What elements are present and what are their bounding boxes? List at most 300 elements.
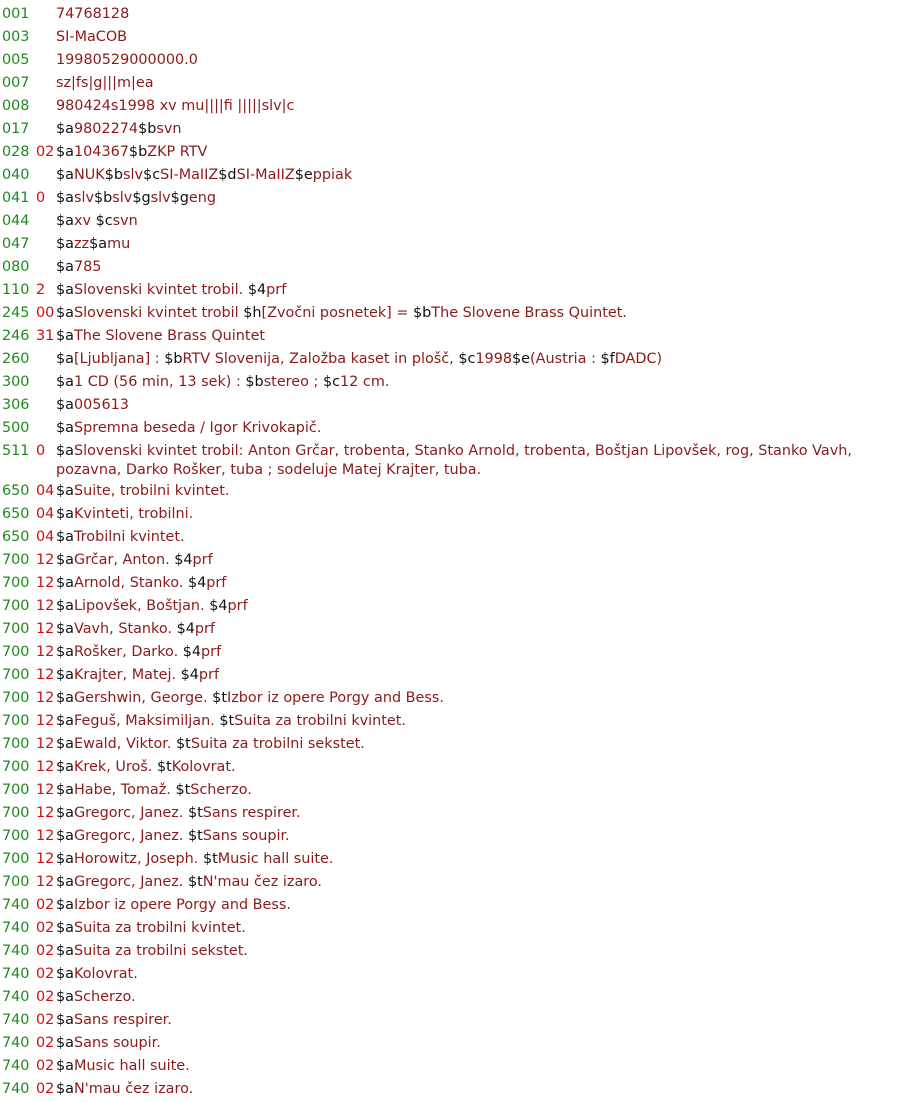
subfield-code: $b xyxy=(245,374,264,390)
field-indicators: 02 xyxy=(36,1058,55,1074)
field-content xyxy=(56,95,900,118)
subfield-value: prf xyxy=(206,575,227,591)
field-indicators xyxy=(36,95,56,118)
subfield-code: $a xyxy=(56,483,74,499)
subfield-code: $t xyxy=(187,805,203,821)
field-content xyxy=(56,940,900,963)
subfield-code: $c xyxy=(143,167,161,183)
field-content xyxy=(56,118,900,141)
subfield-value: Suita za trobilni sekstet. xyxy=(190,736,365,752)
field-content xyxy=(56,302,900,325)
field-tag: 246 xyxy=(2,328,30,344)
subfield-value: 19980529000000.0 xyxy=(56,52,198,68)
field-tag: 700 xyxy=(2,851,30,867)
subfield-code: $t xyxy=(187,828,203,844)
subfield-value: Slovenski kvintet trobil xyxy=(73,305,244,321)
subfield-value: Sans respirer. xyxy=(202,805,301,821)
subfield-value: prf xyxy=(192,552,213,568)
marc-field-row xyxy=(0,118,900,141)
field-content xyxy=(56,848,900,871)
field-indicators: 02 xyxy=(36,920,55,936)
field-content xyxy=(56,3,900,26)
field-content xyxy=(56,417,900,440)
subfield-code: $a xyxy=(56,397,74,413)
field-indicators: 12 xyxy=(36,552,55,568)
marc-field-row xyxy=(0,394,900,417)
subfield-code: $t xyxy=(175,782,191,798)
subfield-code: $b xyxy=(138,121,157,137)
field-content xyxy=(56,325,900,348)
marc-field-row xyxy=(0,164,900,187)
field-indicators xyxy=(36,210,56,233)
subfield-code: $c xyxy=(322,374,341,390)
marc-field-row xyxy=(0,503,900,526)
subfield-value: Gregorc, Janez. xyxy=(73,805,188,821)
field-content xyxy=(56,526,900,549)
subfield-value: 9802274 xyxy=(73,121,139,137)
subfield-value: 104367 xyxy=(73,144,129,160)
field-tag: 511 xyxy=(2,443,30,459)
subfield-value: slv xyxy=(123,167,144,183)
field-indicators: 02 xyxy=(36,989,55,1005)
subfield-value: slv xyxy=(112,190,133,206)
subfield-value: DADC) xyxy=(614,351,663,367)
subfield-code: $a xyxy=(56,897,74,913)
subfield-code: $d xyxy=(218,167,237,183)
field-tag: 700 xyxy=(2,667,30,683)
subfield-value: [Zvočni posnetek] = xyxy=(261,305,413,321)
field-content xyxy=(56,779,900,802)
subfield-value: Izbor iz opere Porgy and Bess. xyxy=(226,690,444,706)
subfield-value: SI-MaIIZ xyxy=(236,167,295,183)
field-indicators: 0 xyxy=(36,190,46,206)
marc-field-row xyxy=(0,233,900,256)
field-content xyxy=(56,164,900,187)
field-tag: 650 xyxy=(2,529,30,545)
field-indicators: 12 xyxy=(36,851,55,867)
subfield-code: $a xyxy=(56,259,74,275)
subfield-code: $t xyxy=(219,713,235,729)
subfield-code: $a xyxy=(56,236,74,252)
marc-field-row xyxy=(0,595,900,618)
field-content xyxy=(56,871,900,894)
subfield-value: Kolovrat. xyxy=(73,966,138,982)
field-tag: 300 xyxy=(2,374,30,390)
field-tag: 047 xyxy=(2,236,30,252)
field-tag: 700 xyxy=(2,736,30,752)
subfield-value: mu xyxy=(107,236,131,252)
field-tag: 700 xyxy=(2,552,30,568)
field-indicators xyxy=(36,233,56,256)
field-content xyxy=(56,894,900,917)
field-content xyxy=(56,279,900,302)
field-indicators: 02 xyxy=(36,1081,55,1097)
subfield-code: $a xyxy=(56,213,74,229)
field-content xyxy=(56,572,900,595)
subfield-code: $a xyxy=(56,305,74,321)
field-tag: 028 xyxy=(2,144,30,160)
subfield-value: SI-MaIIZ xyxy=(160,167,219,183)
subfield-code: $a xyxy=(56,506,74,522)
subfield-value: N'mau čez izaro. xyxy=(73,1081,194,1097)
subfield-value: Habe, Tomaž. xyxy=(73,782,176,798)
subfield-value: Krajter, Matej. xyxy=(73,667,181,683)
subfield-code: $t xyxy=(176,736,191,752)
subfield-code: $a xyxy=(56,759,74,775)
field-tag: 740 xyxy=(2,1012,30,1028)
subfield-value: Gregorc, Janez. xyxy=(73,874,188,890)
subfield-value: 980424s1998 xv mu||||fi |||||slv|c xyxy=(56,98,295,114)
marc-field-row xyxy=(0,440,900,480)
field-content xyxy=(56,210,900,233)
field-content xyxy=(56,49,900,72)
field-indicators: 02 xyxy=(36,1035,55,1051)
subfield-value: Gregorc, Janez. xyxy=(73,828,188,844)
field-tag: 700 xyxy=(2,690,30,706)
subfield-value: Slovenski kvintet trobil. xyxy=(73,282,248,298)
field-tag: 700 xyxy=(2,598,30,614)
marc-field-row xyxy=(0,256,900,279)
marc-field-row xyxy=(0,664,900,687)
field-tag: 700 xyxy=(2,713,30,729)
field-tag: 008 xyxy=(2,98,30,114)
field-indicators xyxy=(36,72,56,95)
marc-field-row xyxy=(0,348,900,371)
field-content xyxy=(56,1055,900,1078)
subfield-code: $4 xyxy=(176,621,195,637)
subfield-value: 785 xyxy=(73,259,102,275)
subfield-code: $b xyxy=(164,351,183,367)
subfield-value: sz|fs|g|||m|ea xyxy=(56,75,154,91)
field-content xyxy=(56,256,900,279)
subfield-value: Suita za trobilni kvintet. xyxy=(73,920,246,936)
subfield-value: Scherzo. xyxy=(190,782,252,798)
subfield-code: $t xyxy=(187,874,203,890)
subfield-code: $a xyxy=(56,989,74,1005)
field-content xyxy=(56,687,900,710)
field-tag: 041 xyxy=(2,190,30,206)
subfield-value: zz xyxy=(73,236,90,252)
subfield-code: $t xyxy=(202,851,218,867)
marc-field-row xyxy=(0,940,900,963)
field-indicators: 31 xyxy=(36,328,55,344)
field-tag: 700 xyxy=(2,575,30,591)
subfield-value: Lipovšek, Boštjan. xyxy=(73,598,210,614)
field-indicators: 02 xyxy=(36,943,55,959)
subfield-value: The Slovene Brass Quintet. xyxy=(431,305,627,321)
field-tag: 650 xyxy=(2,506,30,522)
subfield-value: prf xyxy=(227,598,248,614)
field-content xyxy=(56,348,900,371)
subfield-value: Vavh, Stanko. xyxy=(73,621,177,637)
subfield-value: Sans respirer. xyxy=(73,1012,172,1028)
field-content xyxy=(56,641,900,664)
marc-field-row xyxy=(0,95,900,118)
marc-field-row xyxy=(0,963,900,986)
field-content xyxy=(56,1032,900,1055)
marc-field-row xyxy=(0,141,900,164)
subfield-value: Kolovrat. xyxy=(171,759,236,775)
subfield-code: $t xyxy=(212,690,227,706)
marc-field-row xyxy=(0,917,900,940)
subfield-code: $a xyxy=(56,328,74,344)
subfield-value: Krek, Uroš. xyxy=(73,759,157,775)
subfield-value: NUK xyxy=(73,167,105,183)
marc-field-row xyxy=(0,526,900,549)
marc-field-row xyxy=(0,779,900,802)
field-tag: 700 xyxy=(2,621,30,637)
field-tag: 007 xyxy=(2,75,30,91)
field-tag: 040 xyxy=(2,167,30,183)
subfield-value: Trobilni kvintet. xyxy=(73,529,185,545)
subfield-value: prf xyxy=(201,644,222,660)
field-tag: 001 xyxy=(2,6,30,22)
subfield-code: $a xyxy=(56,443,74,459)
field-indicators: 12 xyxy=(36,598,55,614)
subfield-code: $4 xyxy=(182,644,202,660)
subfield-code: $e xyxy=(294,167,313,183)
subfield-value: slv xyxy=(73,190,94,206)
subfield-code: $a xyxy=(56,966,74,982)
subfield-code: $a xyxy=(56,167,74,183)
field-content xyxy=(56,26,900,49)
subfield-code: $a xyxy=(56,598,74,614)
subfield-code: $f xyxy=(600,351,615,367)
field-tag: 080 xyxy=(2,259,30,275)
field-tag: 740 xyxy=(2,897,30,913)
field-content xyxy=(56,371,900,394)
marc-field-row xyxy=(0,325,900,348)
subfield-value: [Ljubljana] : xyxy=(73,351,165,367)
subfield-value: RTV Slovenija, Založba kaset in plošč, xyxy=(182,351,459,367)
field-content xyxy=(56,440,900,480)
subfield-value: stereo ; xyxy=(263,374,323,390)
subfield-code: $a xyxy=(56,621,74,637)
subfield-code: $a xyxy=(56,374,74,390)
field-content xyxy=(56,72,900,95)
field-indicators xyxy=(36,118,56,141)
subfield-value: prf xyxy=(194,621,215,637)
field-indicators xyxy=(36,417,56,440)
subfield-code: $a xyxy=(56,782,74,798)
field-content xyxy=(56,187,900,210)
subfield-value: Feguš, Maksimiljan. xyxy=(73,713,220,729)
field-tag: 005 xyxy=(2,52,30,68)
subfield-value: ppiak xyxy=(312,167,353,183)
marc-field-row xyxy=(0,1032,900,1055)
field-content xyxy=(56,756,900,779)
marc-field-row xyxy=(0,1009,900,1032)
field-tag: 700 xyxy=(2,828,30,844)
subfield-code: $a xyxy=(56,282,74,298)
subfield-code: $4 xyxy=(209,598,228,614)
subfield-code: $4 xyxy=(174,552,193,568)
marc-field-row xyxy=(0,825,900,848)
marc-field-row xyxy=(0,986,900,1009)
subfield-value: The Slovene Brass Quintet xyxy=(73,328,266,344)
field-indicators: 12 xyxy=(36,575,55,591)
subfield-code: $a xyxy=(56,943,74,959)
subfield-code: $a xyxy=(56,552,74,568)
field-content xyxy=(56,1009,900,1032)
field-tag: 740 xyxy=(2,989,30,1005)
subfield-code: $a xyxy=(56,575,74,591)
field-tag: 700 xyxy=(2,805,30,821)
field-tag: 740 xyxy=(2,920,30,936)
field-indicators: 02 xyxy=(36,897,55,913)
marc-field-row xyxy=(0,26,900,49)
subfield-value: Rošker, Darko. xyxy=(73,644,183,660)
field-content xyxy=(56,825,900,848)
subfield-code: $a xyxy=(56,144,74,160)
field-tag: 306 xyxy=(2,397,30,413)
subfield-code: $a xyxy=(56,1081,74,1097)
field-indicators: 04 xyxy=(36,529,55,545)
subfield-value: Suita za trobilni sekstet. xyxy=(73,943,248,959)
field-content xyxy=(56,986,900,1009)
field-indicators: 0 xyxy=(36,443,46,459)
subfield-code: $4 xyxy=(247,282,267,298)
field-tag: 017 xyxy=(2,121,30,137)
field-tag: 740 xyxy=(2,1035,30,1051)
field-indicators: 12 xyxy=(36,759,55,775)
field-tag: 110 xyxy=(2,282,30,298)
subfield-code: $c xyxy=(95,213,113,229)
field-indicators xyxy=(36,394,56,417)
subfield-value: SI-MaCOB xyxy=(56,29,128,45)
field-indicators: 04 xyxy=(36,483,55,499)
field-content xyxy=(56,480,900,503)
subfield-value: Kvinteti, trobilni. xyxy=(73,506,194,522)
field-indicators: 12 xyxy=(36,828,55,844)
subfield-value: (Austria : xyxy=(530,351,601,367)
subfield-code: $c xyxy=(458,351,476,367)
field-indicators xyxy=(36,49,56,72)
subfield-value: Suite, trobilni kvintet. xyxy=(73,483,230,499)
marc-field-row xyxy=(0,549,900,572)
subfield-code: $a xyxy=(56,420,74,436)
field-tag: 700 xyxy=(2,782,30,798)
subfield-code: $a xyxy=(56,713,74,729)
subfield-code: $a xyxy=(56,121,74,137)
field-indicators: 12 xyxy=(36,805,55,821)
subfield-code: $e xyxy=(512,351,531,367)
subfield-value: Ewald, Viktor. xyxy=(73,736,176,752)
field-indicators: 12 xyxy=(36,736,55,752)
field-indicators: 12 xyxy=(36,690,55,706)
subfield-value: 005613 xyxy=(73,397,129,413)
field-indicators xyxy=(36,256,56,279)
subfield-value: Grčar, Anton. xyxy=(73,552,175,568)
subfield-code: $a xyxy=(56,920,74,936)
field-tag: 740 xyxy=(2,1081,30,1097)
subfield-value: prf xyxy=(266,282,287,298)
field-content xyxy=(56,733,900,756)
subfield-code: $a xyxy=(56,874,74,890)
field-content xyxy=(56,595,900,618)
subfield-code: $a xyxy=(56,1012,74,1028)
subfield-value: eng xyxy=(188,190,217,206)
marc-field-row xyxy=(0,1055,900,1078)
subfield-value: Music hall suite. xyxy=(217,851,334,867)
marc-field-row xyxy=(0,49,900,72)
subfield-code: $4 xyxy=(187,575,207,591)
subfield-code: $t xyxy=(156,759,172,775)
subfield-value: Music hall suite. xyxy=(73,1058,190,1074)
marc-field-row xyxy=(0,72,900,95)
marc-field-row xyxy=(0,733,900,756)
subfield-code: $b xyxy=(94,190,113,206)
subfield-value: Spremna beseda / Igor Krivokapič. xyxy=(73,420,322,436)
subfield-code: $a xyxy=(56,529,74,545)
subfield-code: $a xyxy=(89,236,108,252)
subfield-code: $a xyxy=(56,667,74,683)
field-content xyxy=(56,141,900,164)
marc-field-row xyxy=(0,641,900,664)
marc-field-row xyxy=(0,848,900,871)
marc-field-row xyxy=(0,210,900,233)
field-indicators: 12 xyxy=(36,644,55,660)
field-content xyxy=(56,394,900,417)
subfield-code: $a xyxy=(56,851,74,867)
subfield-code: $a xyxy=(56,190,74,206)
field-tag: 245 xyxy=(2,305,30,321)
field-tag: 700 xyxy=(2,644,30,660)
field-indicators: 12 xyxy=(36,874,55,890)
subfield-value: Horowitz, Joseph. xyxy=(73,851,203,867)
subfield-value: Izbor iz opere Porgy and Bess. xyxy=(73,897,291,913)
subfield-code: $a xyxy=(56,690,74,706)
field-content xyxy=(56,963,900,986)
field-indicators: 12 xyxy=(36,667,55,683)
subfield-value: Sans soupir. xyxy=(202,828,290,844)
marc-field-row xyxy=(0,802,900,825)
marc-field-row xyxy=(0,417,900,440)
subfield-value: prf xyxy=(198,667,220,683)
field-tag: 500 xyxy=(2,420,30,436)
marc-field-row xyxy=(0,3,900,26)
marc-field-row xyxy=(0,279,900,302)
marc-field-row xyxy=(0,710,900,733)
field-indicators: 02 xyxy=(36,966,55,982)
marc-field-row xyxy=(0,302,900,325)
field-content xyxy=(56,917,900,940)
marc-field-row xyxy=(0,687,900,710)
marc-field-row xyxy=(0,871,900,894)
field-content xyxy=(56,503,900,526)
subfield-code: $a xyxy=(56,736,74,752)
subfield-value: svn xyxy=(112,213,138,229)
subfield-value: Slovenski kvintet trobil: Anton Grčar, trobenta, Stanko Arnold, trobenta, Boštjan Lipovšek, rog, Stanko Vavh, pozavna, Darko Rošker, tuba ; sodeluje Matej Krajter, tuba. xyxy=(56,443,852,478)
subfield-value: N'mau čez izaro. xyxy=(202,874,322,890)
field-indicators: 12 xyxy=(36,713,55,729)
subfield-code: $a xyxy=(56,1058,74,1074)
field-content xyxy=(56,664,900,687)
marc-field-row xyxy=(0,756,900,779)
field-tag: 700 xyxy=(2,759,30,775)
subfield-code: $b xyxy=(413,305,432,321)
subfield-value: svn xyxy=(156,121,182,137)
subfield-value: Suita za trobilni kvintet. xyxy=(234,713,407,729)
field-indicators xyxy=(36,348,56,371)
marc-field-row xyxy=(0,572,900,595)
subfield-code: $g xyxy=(170,190,189,206)
marc-field-row xyxy=(0,480,900,503)
field-indicators xyxy=(36,3,56,26)
field-content xyxy=(56,549,900,572)
field-tag: 740 xyxy=(2,1058,30,1074)
field-tag: 650 xyxy=(2,483,30,499)
